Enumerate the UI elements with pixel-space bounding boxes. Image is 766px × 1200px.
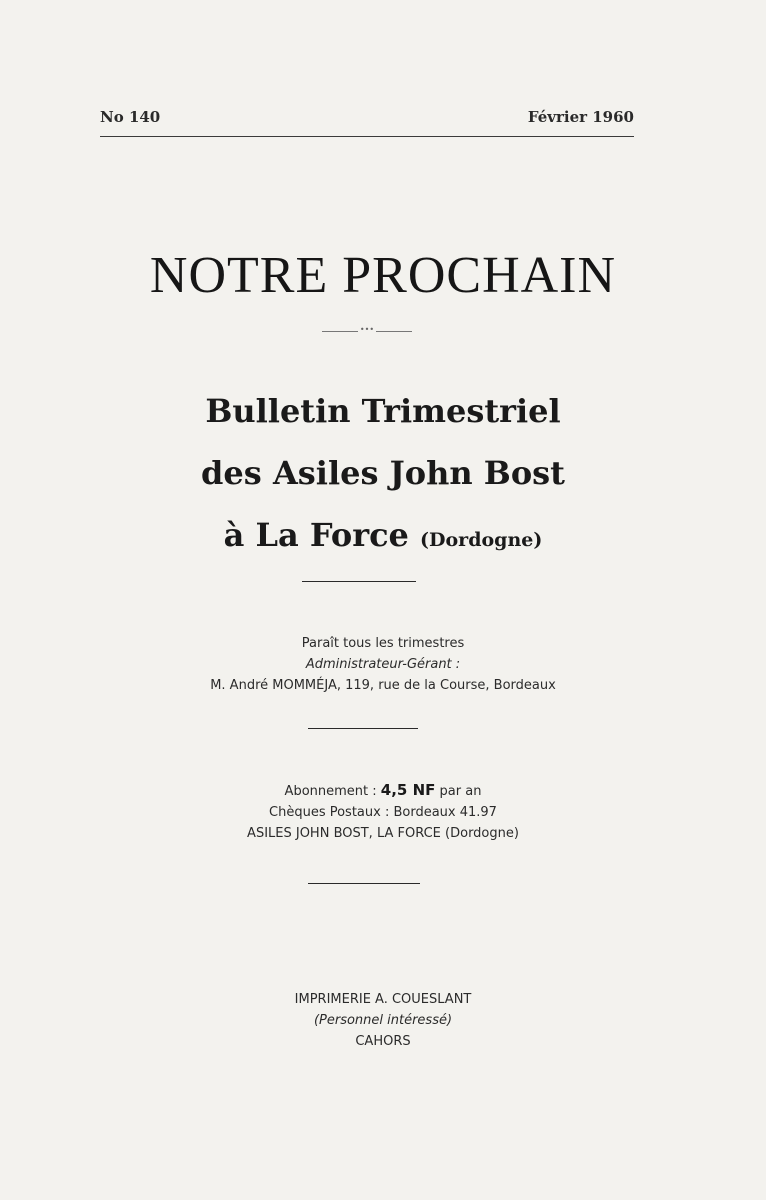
title-ornament	[322, 325, 412, 334]
printer-name: IMPRIMERIE A. COUESLANT	[294, 992, 472, 1007]
subscription-info	[0, 780, 766, 844]
ornament-icon: •••	[359, 325, 375, 334]
printer-city: CAHORS	[355, 1034, 411, 1049]
divider-rule-1	[302, 581, 416, 582]
subscription-price-suffix: par an	[439, 784, 482, 799]
divider-rule-2	[308, 728, 418, 729]
administrator-contact: M. André MOMMÉJA, 119, rue de la Course, Bordeaux	[210, 678, 556, 693]
subscription-price: 4,5 NF	[380, 781, 436, 799]
subtitle-region: (Dordogne)	[420, 529, 543, 551]
subscription-label: Abonnement :	[284, 784, 377, 799]
header-rule	[100, 136, 634, 137]
printer-note: (Personnel intéressé)	[313, 1013, 453, 1028]
issue-date: Février 1960	[527, 108, 634, 126]
subtitle-location: à La Force	[223, 516, 409, 554]
subtitle-line-2: des Asiles John Bost	[201, 454, 565, 492]
divider-rule-3	[308, 883, 420, 884]
subtitle-line-3	[0, 504, 766, 566]
publication-subtitle	[0, 380, 766, 566]
subscription-line	[0, 780, 766, 802]
issue-number: No 140	[100, 108, 161, 126]
publication-title: NOTRE PROCHAIN	[149, 247, 617, 304]
postal-cheques: Chèques Postaux : Bordeaux 41.97	[269, 805, 497, 820]
publication-frequency: Paraît tous les trimestres	[301, 636, 465, 651]
administrator-role: Administrateur-Gérant :	[305, 657, 461, 672]
subscription-address: ASILES JOHN BOST, LA FORCE (Dordogne)	[247, 826, 519, 841]
printer-info	[0, 989, 766, 1052]
publication-info	[0, 633, 766, 696]
subtitle-line-1: Bulletin Trimestriel	[205, 392, 561, 430]
page-header	[100, 108, 634, 126]
